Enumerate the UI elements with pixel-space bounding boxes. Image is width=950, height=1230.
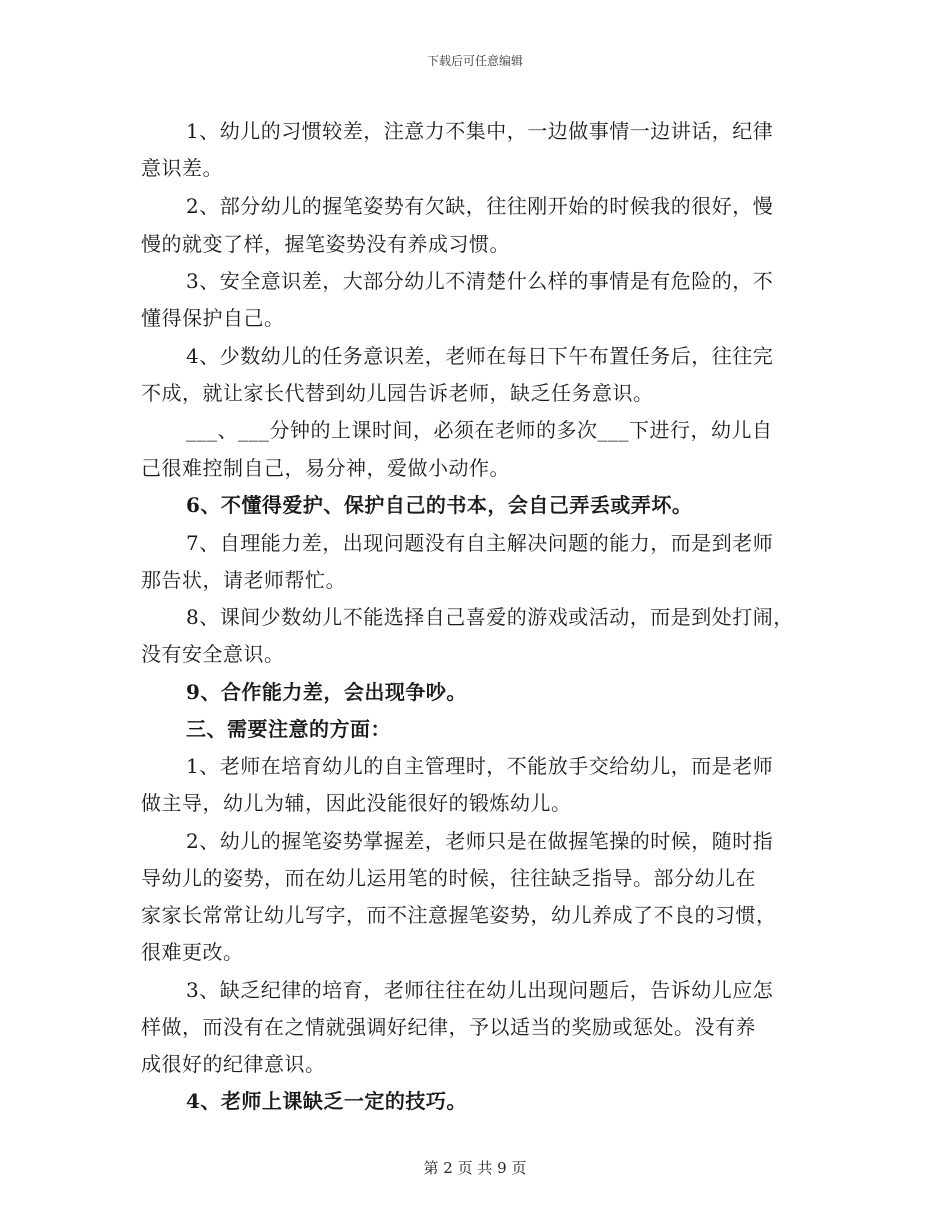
text-line: 3、缺乏纪律的培育，老师往往在幼儿出现问题后，告诉幼儿应怎 bbox=[186, 978, 774, 1002]
heading-line: 4、老师上课缺乏一定的技巧。 bbox=[186, 1089, 467, 1113]
heading-line: 9、合作能力差，会出现争吵。 bbox=[186, 680, 467, 704]
text-line: 导幼儿的姿势，而在幼儿运用笔的时候，往往缺乏指导。部分幼儿在 bbox=[141, 866, 756, 890]
text-line: 慢的就变了样，握笔姿势没有养成习惯。 bbox=[141, 232, 510, 256]
text-line: 家家长常常让幼儿写字，而不注意握笔姿势，幼儿养成了不良的习惯， bbox=[141, 903, 777, 927]
text-line: 意识差。 bbox=[141, 156, 223, 180]
heading-line: 三、需要注意的方面： bbox=[186, 717, 391, 741]
text-line: 那告状，请老师帮忙。 bbox=[141, 568, 346, 592]
text-line: 2、部分幼儿的握笔姿势有欠缺，往往刚开始的时候我的很好，慢 bbox=[186, 194, 774, 218]
text-line: 样做，而没有在之情就强调好纪律，予以适当的奖励或惩处。没有养 bbox=[141, 1015, 756, 1039]
text-line: 8、课间少数幼儿不能选择自己喜爱的游戏或活动，而是到处打闹， bbox=[186, 605, 794, 629]
text-line: 很难更改。 bbox=[141, 940, 244, 964]
text-line: 1、幼儿的习惯较差，注意力不集中，一边做事情一边讲话，纪律 bbox=[186, 119, 774, 143]
text-line: 不成，就让家长代替到幼儿园告诉老师，缺乏任务意识。 bbox=[141, 381, 654, 405]
text-line: 3、安全意识差，大部分幼儿不清楚什么样的事情是有危险的，不 bbox=[186, 269, 774, 293]
text-line: 己很难控制自己，易分神，爱做小动作。 bbox=[141, 456, 510, 480]
text-line: 没有安全意识。 bbox=[141, 642, 285, 666]
text-line: 做主导，幼儿为辅，因此没能很好的锻炼幼儿。 bbox=[141, 791, 572, 815]
text-line: 成很好的纪律意识。 bbox=[141, 1052, 326, 1076]
text-line: 1、老师在培育幼儿的自主管理时，不能放手交给幼儿，而是老师 bbox=[186, 754, 774, 778]
heading-line: 6、不懂得爱护、保护自己的书本，会自己弄丢或弄坏。 bbox=[186, 493, 693, 517]
text-line: 懂得保护自己。 bbox=[141, 306, 285, 330]
page-number-footer: 第 2 页 共 9 页 bbox=[423, 1159, 527, 1177]
text-line: 7、自理能力差，出现问题没有自主解决问题的能力，而是到老师 bbox=[186, 531, 774, 555]
page-header: 下载后可任意编辑 bbox=[426, 54, 523, 68]
text-line: 2、幼儿的握笔姿势掌握差，老师只是在做握笔操的时候，随时指 bbox=[186, 829, 774, 853]
text-line: ___、___分钟的上课时间，必须在老师的多次___下进行，幼儿自 bbox=[186, 418, 773, 442]
text-line: 4、少数幼儿的任务意识差，老师在每日下午布置任务后，往往完 bbox=[186, 344, 774, 368]
